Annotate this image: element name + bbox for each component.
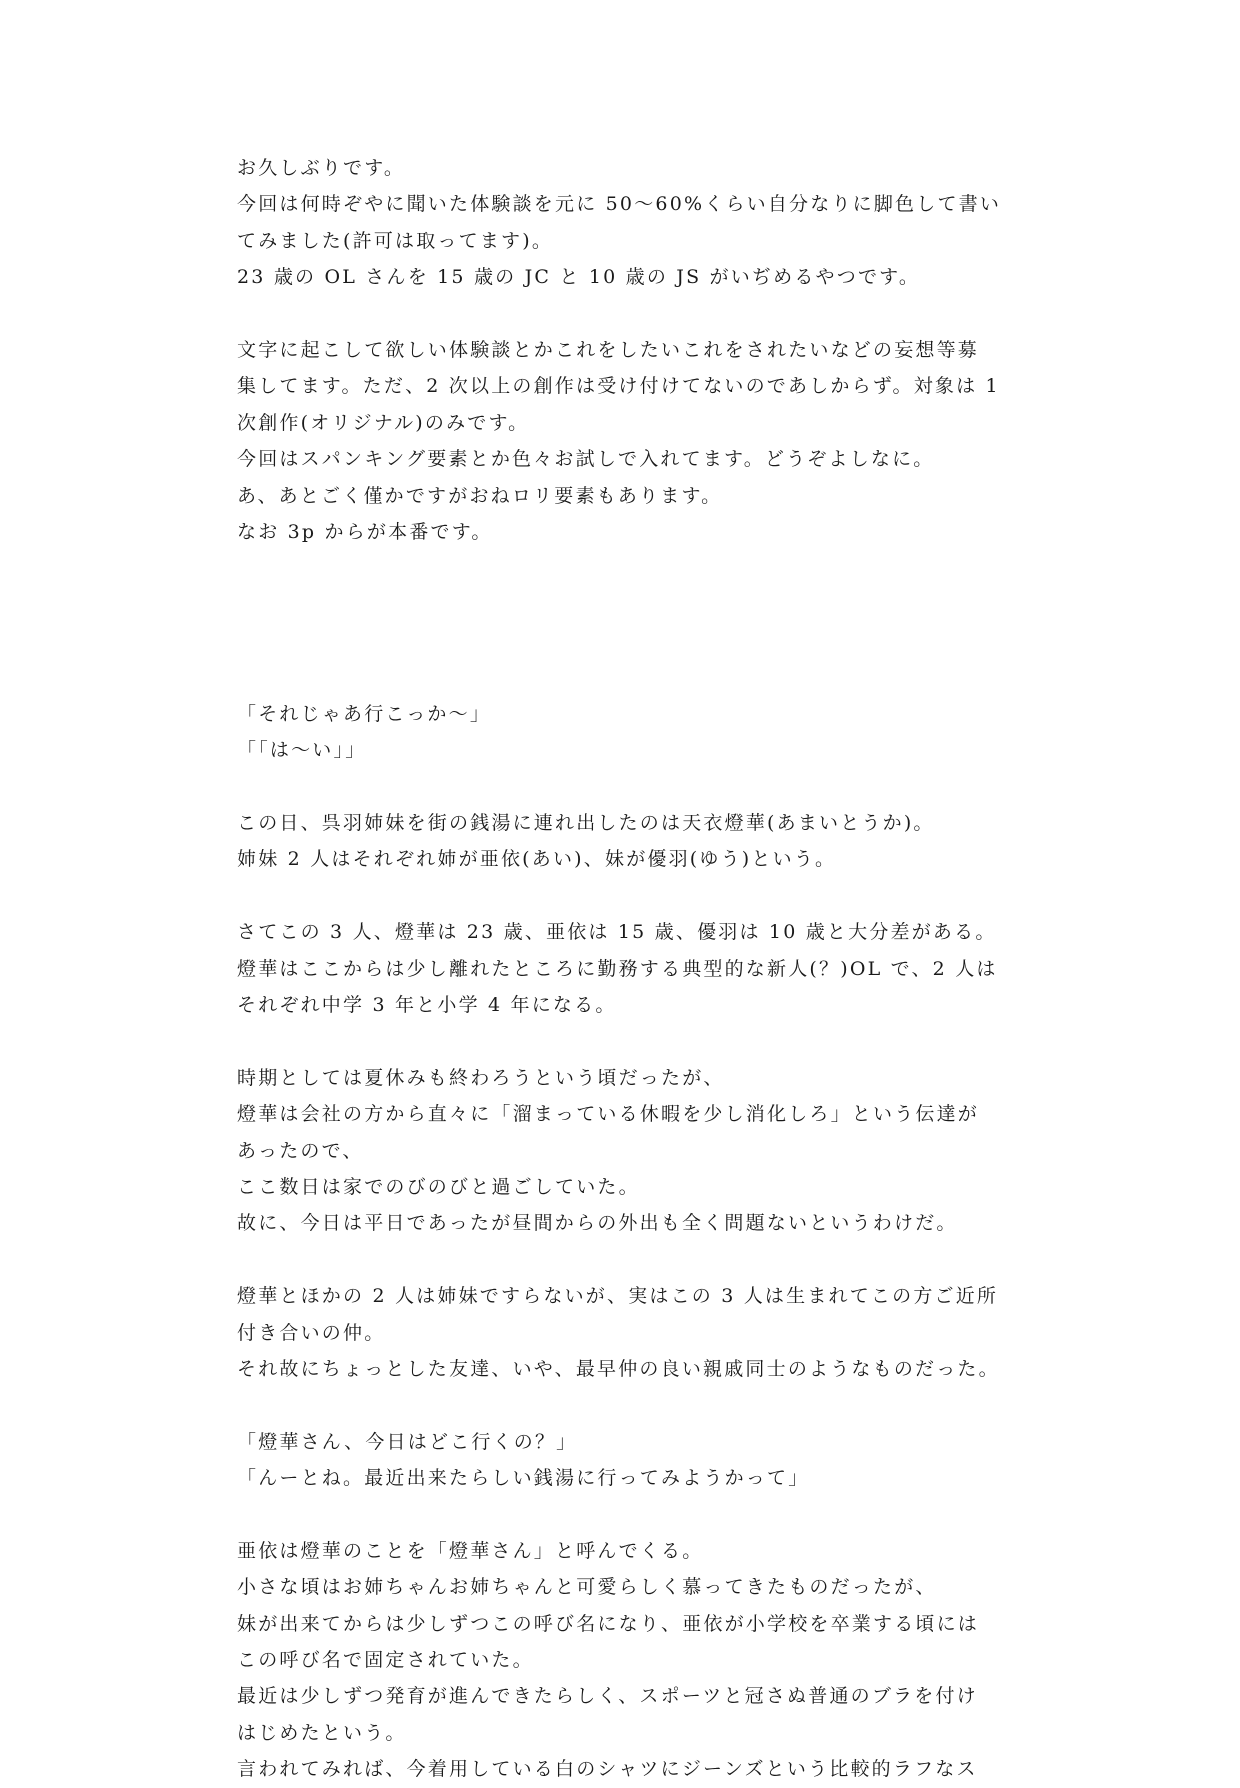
text-line: 最近は少しずつ発育が進んできたらしく、スポーツと冠さぬ普通のブラを付け (237, 1685, 978, 1708)
text-line: 今回は何時ぞやに聞いた体験談を元に 50～60%くらい自分なりに脚色して書い (237, 193, 1002, 216)
text-line: 燈華とほかの 2 人は姉妹ですらないが、実はこの 3 人は生まれてこの方ご近所 (237, 1285, 999, 1308)
text-line: この日、呉羽姉妹を街の銭湯に連れ出したのは天衣燈華(あまいとうか)。 (237, 812, 935, 835)
text-line: さてこの 3 人、燈華は 23 歳、亜依は 15 歳、優羽は 10 歳と大分差がある。 (237, 921, 997, 944)
text-line: 故に、今日は平日であったが昼間からの外出も全く問題ないというわけだ。 (237, 1212, 958, 1235)
text-line: 今回はスパンキング要素とか色々お試しで入れてます。どうぞよしなに。 (237, 448, 935, 471)
text-line (237, 769, 1017, 805)
text-line: 付き合いの仲。 (237, 1321, 386, 1344)
text-line (237, 296, 1017, 332)
text-line: 文字に起こして欲しい体験談とかこれをしたいこれをされたいなどの妄想等募 (237, 338, 980, 361)
text-line: 「んーとね。最近出来たらしい銭湯に行ってみようかって」 (237, 1467, 810, 1490)
text-line: 「「は～い」」 (237, 739, 367, 762)
text-line: なお 3p からが本番です。 (237, 520, 493, 543)
text-line: それ故にちょっとした友達、いや、最早仲の良い親戚同士のようなものだった。 (237, 1357, 1000, 1380)
text-line: 燈華は会社の方から直々に「溜まっている休暇を少し消化しろ」という伝達が (237, 1103, 980, 1126)
text-line: 妹が出来てからは少しずつこの呼び名になり、亜依が小学校を卒業する頃には (237, 1612, 980, 1635)
text-line (237, 1242, 1017, 1278)
text-line: 姉妹 2 人はそれぞれ姉が亜依(あい)、妹が優羽(ゆう)という。 (237, 848, 837, 871)
text-line: 次創作(オリジナル)のみです。 (237, 411, 530, 434)
text-line (237, 878, 1017, 914)
text-line: 言われてみれば、今着用している白のシャツにジーンズという比較的ラフなス (237, 1758, 978, 1781)
text-line: 集してます。ただ、2 次以上の創作は受け付けてないのであしからず。対象は 1 (237, 375, 1000, 398)
text-line: 亜依は燈華のことを「燈華さん」と呼んでくる。 (237, 1539, 704, 1562)
text-line: それぞれ中学 3 年と小学 4 年になる。 (237, 993, 617, 1016)
text-line: はじめたという。 (237, 1721, 407, 1744)
text-line: 小さな頃はお姉ちゃんお姉ちゃんと可愛らしく慕ってきたものだったが、 (237, 1576, 937, 1599)
text-line (237, 1023, 1017, 1059)
text-line (237, 550, 1017, 586)
text-line: 23 歳の OL さんを 15 歳の JC と 10 歳の JS がいぢめるやつです。 (237, 266, 921, 289)
text-line (237, 587, 1017, 623)
text-line: 燈華はここからは少し離れたところに勤務する典型的な新人(？)OL で、2 人は (237, 957, 998, 980)
text-line: 「燈華さん、今日はどこ行くの？」 (237, 1430, 578, 1453)
text-line (237, 1387, 1017, 1423)
body-text (237, 150, 1017, 1788)
text-line: てみました(許可は取ってます)。 (237, 229, 554, 252)
text-line: 「それじゃあ行こっか～」 (237, 702, 492, 725)
text-line: お久しぶりです。 (237, 157, 406, 179)
text-line (237, 659, 1017, 695)
text-line: あ、あとごく僅かですがおねロリ要素もあります。 (237, 484, 723, 507)
text-line (237, 623, 1017, 659)
text-line: 時期としては夏休みも終わろうという頃だったが、 (237, 1066, 725, 1089)
text-line: この呼び名で固定されていた。 (237, 1649, 534, 1672)
text-line: あったので、 (237, 1139, 364, 1162)
text-line (237, 1496, 1017, 1532)
text-line: ここ数日は家でのびのびと過ごしていた。 (237, 1175, 640, 1198)
